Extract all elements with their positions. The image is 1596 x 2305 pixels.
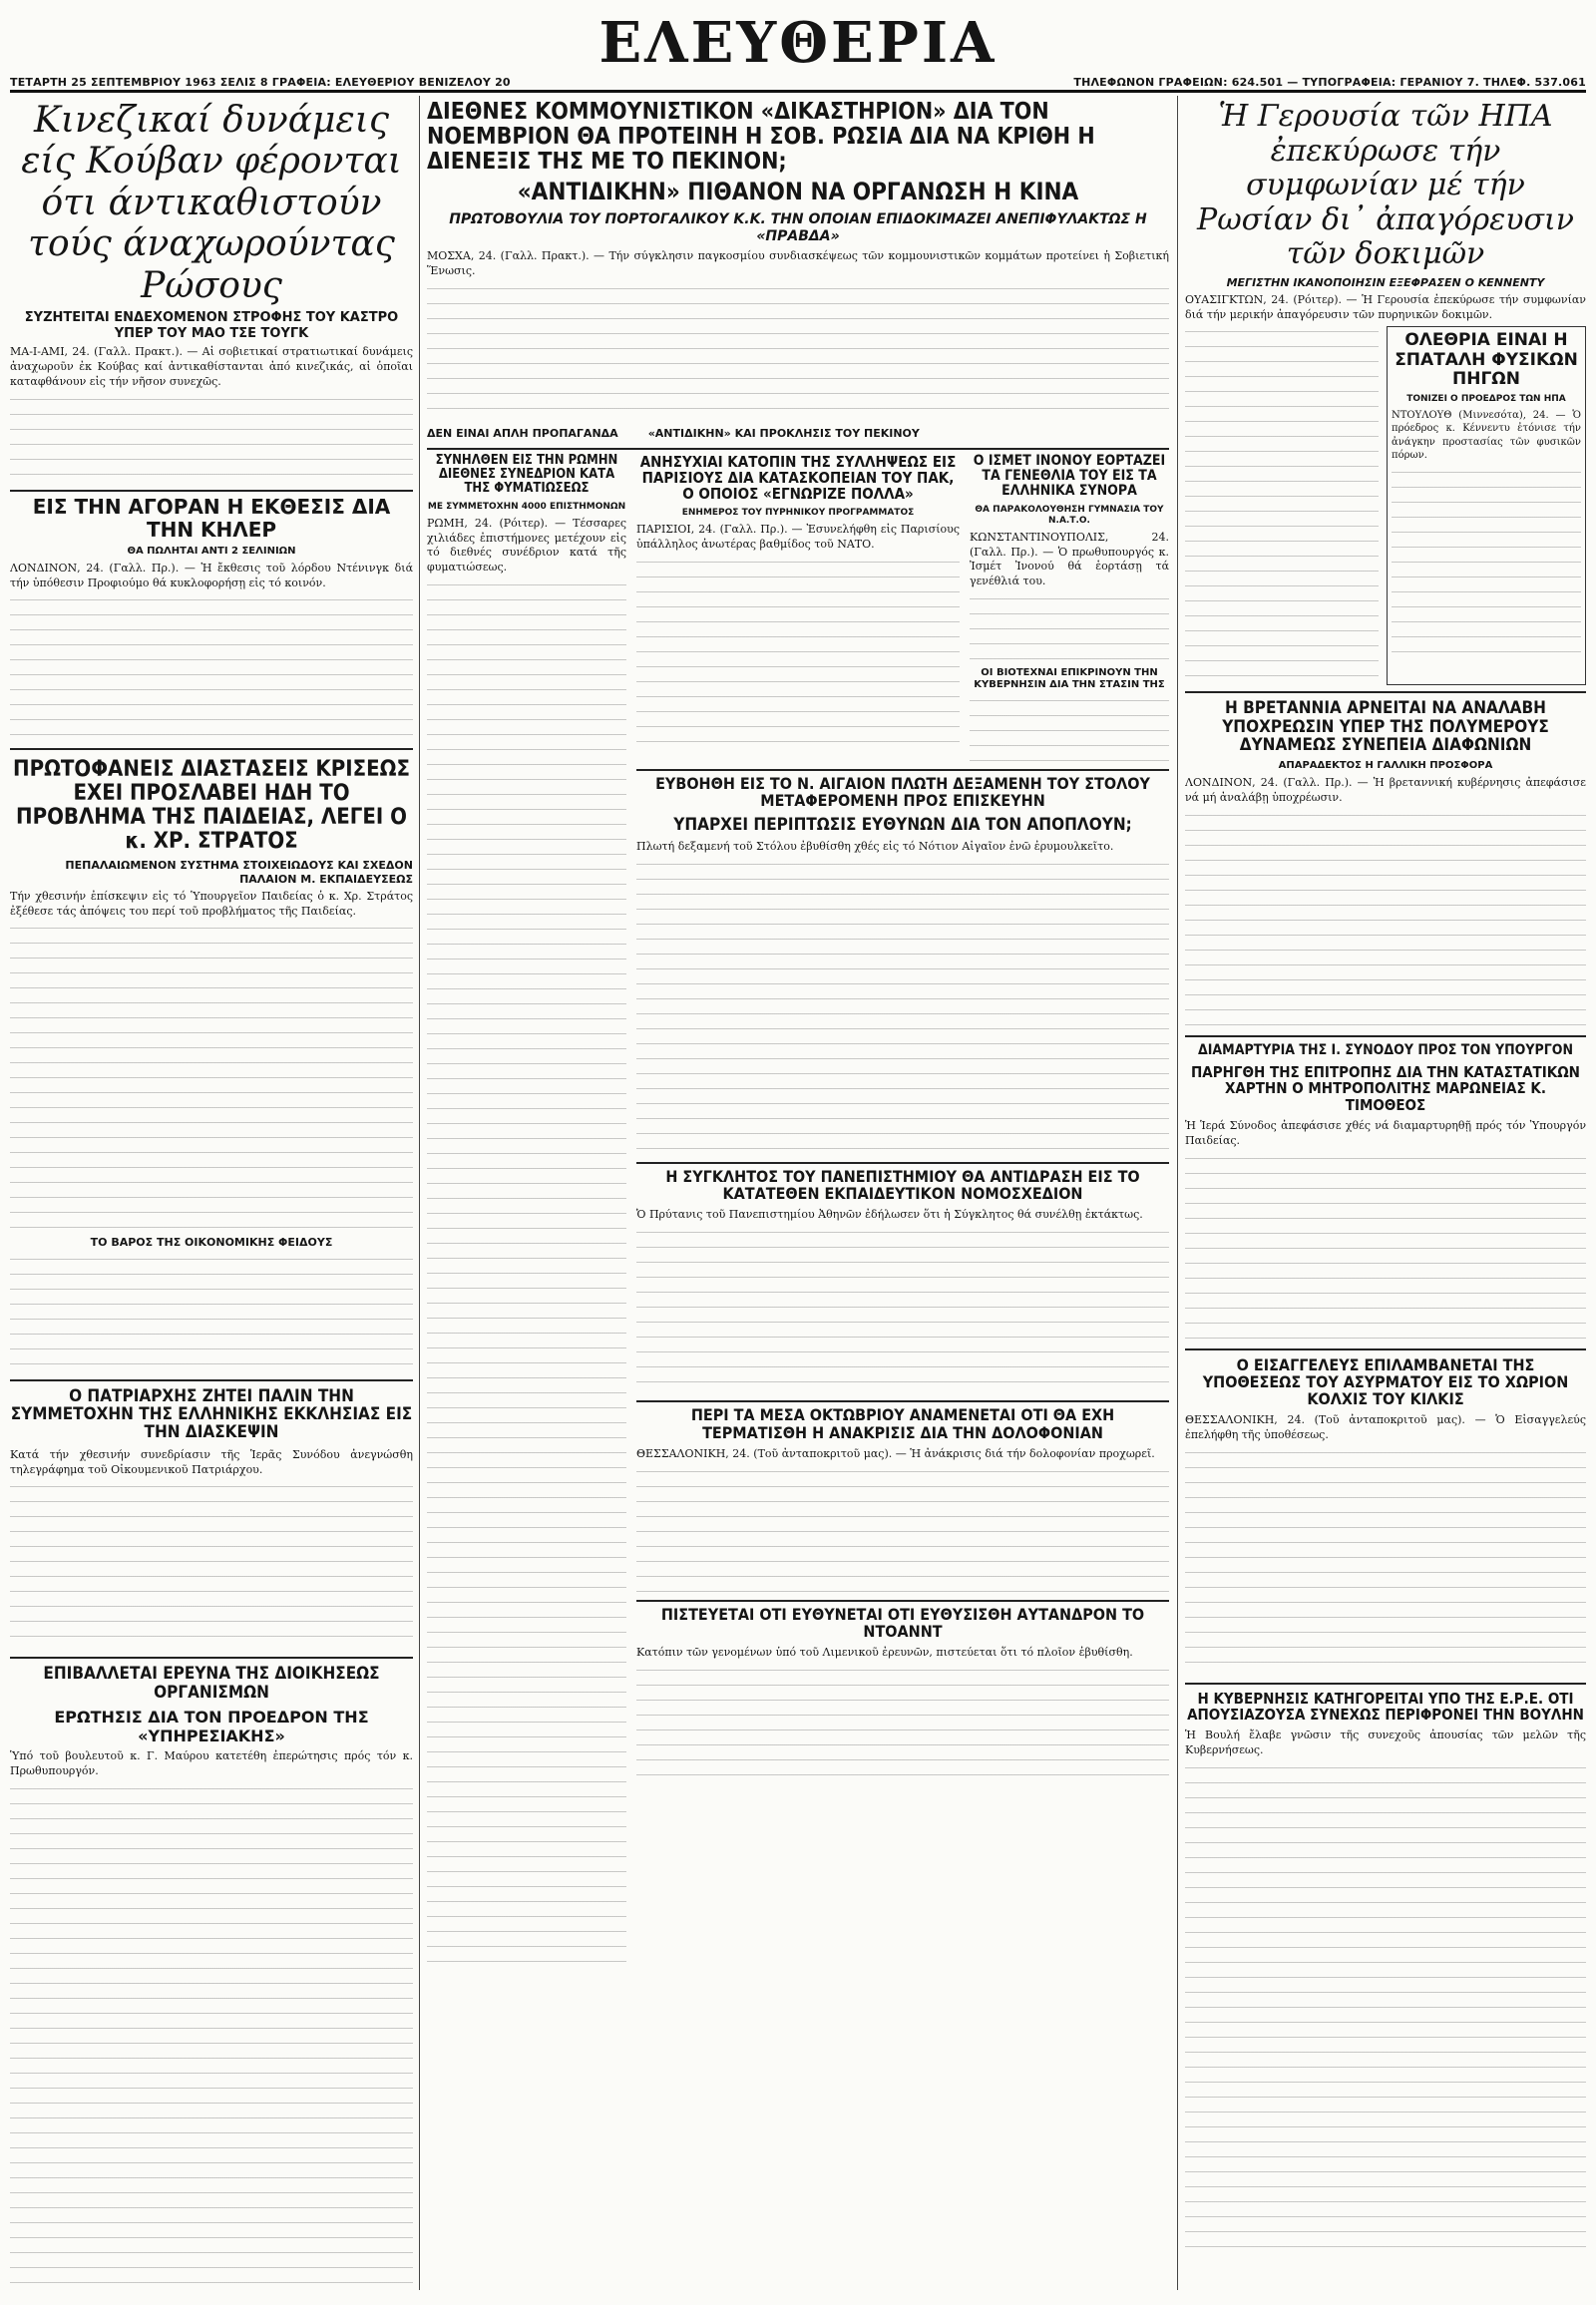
- section-rule: [1185, 1035, 1586, 1037]
- ere-headline: Η ΚΥΒΕΡΝΗΣΙΣ ΚΑΤΗΓΟΡΕΙΤΑΙ ΥΠΟ ΤΗΣ Ε.Ρ.Ε. ΟΤΙ ΑΠΟΥΣΙΑΖΟΥΣΑ ΣΥΝΕΧΩΣ ΠΕΡΙΦΡΟΝΕΙ ΤΗΝ ΒΟΥΛΗΝ: [1187, 1689, 1584, 1725]
- inonu-headline: Ο ΙΣΜΕΤ ΙΝΟΝΟΥ ΕΟΡΤΑΖΕΙ ΤΑ ΓΕΝΕΘΛΙΑ ΤΟΥ ΕΙΣ ΤΑ ΕΛΛΗΝΙΚΑ ΣΥΝΟΡΑ: [973, 452, 1166, 500]
- dock-subheadline: ΥΠΑΡΧΕΙ ΠΕΡΙΠΤΩΣΙΣ ΕΥΘΥΝΩΝ ΔΙΑ ΤΟΝ ΑΠΟΠΛΟΥΝ;: [673, 814, 1132, 835]
- article-body-lines: [1185, 1447, 1586, 1677]
- lead-subheadline: ΣΥΖΗΤΕΙΤΑΙ ΕΝΔΕΧΟΜΕΝΟΝ ΣΤΡΟΦΗΣ ΤΟΥ ΚΑΣΤΡΟ ΥΠΕΡ ΤΟΥ ΜΑΟ ΤΣΕ ΤΟΥΓΚ: [24, 309, 399, 341]
- section-rule: [1185, 1348, 1586, 1350]
- article-body-lines: [1392, 467, 1581, 666]
- column-rule: [1177, 96, 1178, 2290]
- article-body-lines: [10, 1254, 413, 1373]
- britain-subheadline: ΑΠΑΡΑΔΕΚΤΟΣ Η ΓΑΛΛΙΚΗ ΠΡΟΣΦΟΡΑ: [1278, 760, 1493, 772]
- article-body-lines: [427, 579, 626, 1976]
- dock-headline: ΕΥΒΟΗΘΗ ΕΙΣ ΤΟ Ν. ΑΙΓΑΙΟΝ ΠΛΩΤΗ ΔΕΞΑΜΕΝΗ ΤΟΥ ΣΤΟΛΟΥ ΜΕΤΑΦΕΡΟΜΕΝΗ ΠΡΟΣ ΕΠΙΣΚΕΥΗΝ: [655, 774, 1150, 811]
- lead-headline: Κινεζικαί δυνάμεις είς Κούβαν φέρονται ότι άντικαθιστούν τούς άναχωρούντας Ρώσους: [21, 100, 402, 306]
- newspaper-title: ΕΛΕΥΘΕΡΙΑ: [598, 10, 998, 76]
- britain-headline: Η ΒΡΕΤΑΝΝΙΑ ΑΡΝΕΙΤΑΙ ΝΑ ΑΝΑΛΑΒΗ ΥΠΟΧΡΕΩΣΙΝ ΥΠΕΡ ΤΗΣ ΠΟΛΥΜΕΡΟΥΣ ΔΥΝΑΜΕΩΣ ΣΥΝΕΠΕΙΑ ΔΙΑΦΩΝΙΩΝ: [1222, 698, 1549, 756]
- spy-headline: ΑΝΗΣΥΧΙΑΙ ΚΑΤΟΠΙΝ ΤΗΣ ΣΥΛΛΗΨΕΩΣ ΕΙΣ ΠΑΡΙΣΙΟΥΣ ΔΙΑ ΚΑΤΑΣΚΟΠΕΙΑΝ ΤΟΥ ΠΑΚ, Ο ΟΠΟΙΟΣ «ΕΓΝΩΡΙΖΕ ΠΟΛΛΑ»: [639, 452, 957, 504]
- article-body-lines: [636, 557, 960, 756]
- tb-congress-text: ΡΩΜΗ, 24. (Ρόιτερ). — Τέσσαρες χιλιάδες ἐπιστήμονες μετέχουν εἰς τό διεθνές συνέδριον κατά τῆς φυματιώσεως.: [427, 516, 626, 575]
- education-text: Τήν χθεσινήν ἐπίσκεψιν εἰς τό Ὑπουργεῖον Παιδείας ὁ κ. Χρ. Στράτος ἐξέθεσε τάς ἀπόψεις του περί τοῦ προβλήματος τῆς Παιδείας.: [10, 889, 413, 918]
- left-column: [10, 100, 413, 2294]
- lead-article-text: ΜΑ-Ι-ΑΜΙ, 24. (Γαλλ. Πρακτ.). — Αἱ σοβιετικαί στρατιωτικαί δυνάμεις ἀναχωροῦν ἐκ Κούβας καί ἀντικαθίστανται ἀπό κινεζικάς, αἱ ὁποῖαι καταφθάνουν εἰς τήν νῆσον συνεχῶς.: [10, 345, 413, 388]
- section-rule: [636, 1600, 1169, 1602]
- education-headline: ΠΡΩΤΟΦΑΝΕΙΣ ΔΙΑΣΤΑΣΕΙΣ ΚΡΙΣΕΩΣ ΕΧΕΙ ΠΡΟΣΛΑΒΕΙ ΗΔΗ ΤΟ ΠΡΟΒΛΗΜΑ ΤΗΣ ΠΑΙΔΕΙΑΣ, ΛΕΓΕΙ Ο κ. ΧΡ. ΣΤΡΑΤΟΣ: [13, 757, 410, 854]
- senate-headline: Η ΣΥΓΚΛΗΤΟΣ ΤΟΥ ΠΑΝΕΠΙΣΤΗΜΙΟΥ ΘΑ ΑΝΤΙΔΡΑΣΗ ΕΙΣ ΤΟ ΚΑΤΑΤΕΘΕΝ ΕΚΠΑΙΔΕΥΤΙΚΟΝ ΝΟΜΟΣΧΕΔΙΟΝ: [665, 1166, 1140, 1204]
- synod-subheadline: ΠΑΡΗΓΘΗ ΤΗΣ ΕΠΙΤΡΟΠΗΣ ΔΙΑ ΤΗΝ ΚΑΤΑΣΤΑΤΙΚΩΝ ΧΑΡΤΗΝ Ο ΜΗΤΡΟΠΟΛΙΤΗΣ ΜΑΡΩΝΕΙΑΣ Κ. ΤΙΜΟΘΕΟΣ: [1191, 1063, 1580, 1114]
- masthead: [10, 8, 1586, 93]
- section-rule: [636, 1162, 1169, 1164]
- inonu-subheadline: ΘΑ ΠΑΡΑΚΟΛΟΥΘΗΣΗ ΓΥΜΝΑΣΙΑ ΤΟΥ Ν.Α.Τ.Ο.: [975, 505, 1164, 526]
- prosecutor-text: ΘΕΣΣΑΛΟΝΙΚΗ, 24. (Τοῦ ἀνταποκριτοῦ μας). — Ὁ Εἰσαγγελεύς ἐπελήφθη τῆς ὑποθέσεως.: [1185, 1413, 1586, 1442]
- article-body-lines: [10, 1783, 413, 2294]
- article-body-lines: [636, 1665, 1169, 1784]
- tb-congress-headline: ΣΥΝΗΛΘΕΝ ΕΙΣ ΤΗΝ ΡΩΜΗΝ ΔΙΕΘΝΕΣ ΣΥΝΕΔΡΙΟΝ ΚΑΤΑ ΤΗΣ ΦΥΜΑΤΙΩΣΕΩΣ: [435, 452, 618, 496]
- senate-treaty-text: ΟΥΑΣΙΓΚΤΩΝ, 24. (Ρόιτερ). — Ἡ Γερουσία ἐπεκύρωσε τήν συμφωνίαν διά τήν μερικήν ἀπαγόρευσιν τῶν πυρηνικῶν δοκιμῶν.: [1185, 292, 1586, 321]
- ship-text: Κατόπιν τῶν γενομένων ὑπό τοῦ Λιμενικοῦ ἐρευνῶν, πιστεύεται ὅτι τό πλοῖον ἐβυθίσθη.: [636, 1646, 1133, 1660]
- inquiry-subheadline: ΕΡΩΤΗΣΙΣ ΔΙΑ ΤΟΝ ΠΡΟΕΔΡΟΝ ΤΗΣ «ΥΠΗΡΕΣΙΑΚΗΣ»: [54, 1708, 369, 1746]
- center-subcolumn-2: [636, 454, 1169, 1976]
- center-column: [427, 100, 1169, 2294]
- resources-box: [1387, 326, 1586, 685]
- article-body-lines: [970, 593, 1169, 663]
- spy-text: ΠΑΡΙΣΙΟΙ, 24. (Γαλλ. Πρ.). — Ἐσυνελήφθη εἰς Παρισίους ὑπάλληλος ἀνωτέρας βαθμίδος τοῦ ΝΑΤΟ.: [636, 523, 960, 552]
- treaty-and-box: [1185, 326, 1586, 685]
- center-subcolumn-1: [427, 454, 626, 1976]
- education-subheadline: ΠΕΠΑΛΑΙΩΜΕΝΟΝ ΣΥΣΤΗΜΑ ΣΤΟΙΧΕΙΩΔΟΥΣ ΚΑΙ ΣΧΕΔΟΝ ΠΑΛΑΙΟΝ Μ. ΕΚΠΑΙΔΕΥΣΕΩΣ: [65, 859, 413, 886]
- kiler-headline: ΕΙΣ ΤΗΝ ΑΓΟΡΑΝ Η ΕΚΘΕΣΙΣ ΔΙΑ ΤΗΝ ΚΗΛΕΡ: [32, 494, 391, 542]
- banner-small-head: ΔΕΝ ΕΙΝΑΙ ΑΠΛΗ ΠΡΟΠΑΓΑΝΔΑ: [427, 426, 618, 440]
- murder-text: ΘΕΣΣΑΛΟΝΙΚΗ, 24. (Τοῦ ἀνταποκριτοῦ μας). — Ἡ ἀνάκρισις διά τήν δολοφονίαν προχωρεῖ.: [636, 1446, 1155, 1460]
- right-column: [1185, 100, 1586, 2294]
- section-rule: [1185, 691, 1586, 693]
- murder-headline: ΠΕΡΙ ΤΑ ΜΕΣΑ ΟΚΤΩΒΡΙΟΥ ΑΝΑΜΕΝΕΤΑΙ ΟΤΙ ΘΑ ΕΧΗ ΤΕΡΜΑΤΙΣΘΗ Η ΑΝΑΚΡΙΣΙΣ ΔΙΑ ΤΗΝ ΔΟΛΟΦΟΝΙΑΝ: [690, 1405, 1115, 1442]
- inonu-story: [970, 454, 1169, 765]
- spy-and-inonu: [636, 454, 1169, 765]
- section-rule: [636, 769, 1169, 771]
- masthead-phone-line: ΤΗΛΕΦΩΝΟΝ ΓΡΑΦΕΙΩΝ: 624.501 — ΤΥΠΟΓΡΑΦΕΙΑ: ΓΕΡΑΝΙΟΥ 7. ΤΗΛΕΦ. 537.061: [1073, 76, 1586, 89]
- main-banner-headline: ΔΙΕΘΝΕΣ ΚΟΜΜΟΥΝΙΣΤΙΚΟΝ «ΔΙΚΑΣΤΗΡΙΟΝ» ΔΙΑ ΤΟΝ ΝΟΕΜΒΡΙΟΝ ΘΑ ΠΡΟΤΕΙΝΗ Η ΣΟΒ. ΡΩΣΙΑ ΔΙΑ ΝΑ ΚΡΙΘΗ Η ΔΙΕΝΕΞΙΣ ΤΗΣ ΜΕ ΤΟ ΠΕΚΙΝΟΝ;: [427, 100, 1095, 175]
- tb-congress-subheadline: ΜΕ ΣΥΜΜΕΤΟΧΗΝ 4000 ΕΠΙΣΤΗΜΟΝΩΝ: [427, 501, 626, 512]
- banner-midhead: «ΑΝΤΙΔΙΚΗΝ» ΚΑΙ ΠΡΟΚΛΗΣΙΣ ΤΟΥ ΠΕΚΙΝΟΥ: [647, 426, 920, 440]
- resources-subheadline: ΤΟΝΙΖΕΙ Ο ΠΡΟΕΔΡΟΣ ΤΩΝ ΗΠΑ: [1406, 394, 1566, 405]
- kiler-subheadline: ΘΑ ΠΩΛΗΤΑΙ ΑΝΤΙ 2 ΣΕΛΙΝΙΩΝ: [127, 545, 296, 557]
- patriarch-headline: Ο ΠΑΤΡΙΑΡΧΗΣ ΖΗΤΕΙ ΠΑΛΙΝ ΤΗΝ ΣΥΜΜΕΤΟΧΗΝ ΤΗΣ ΕΛΛΗΝΙΚΗΣ ΕΚΚΛΗΣΙΑΣ ΕΙΣ ΤΗΝ ΔΙΑΣΚΕΨΙΝ: [10, 1385, 413, 1443]
- section-rule: [427, 448, 1169, 450]
- article-body-lines: [427, 283, 1169, 423]
- inquiry-text: Ὑπό τοῦ βουλευτοῦ κ. Γ. Μαύρου κατετέθη ἐπερώτησις πρός τόν κ. Πρωθυπουργόν.: [10, 1749, 413, 1778]
- section-rule: [10, 1379, 413, 1381]
- kiler-text: ΛΟΝΔΙΝΟΝ, 24. (Γαλλ. Πρ.). — Ἡ ἔκθεσις τοῦ λόρδου Ντένινγκ διά τήν ὑπόθεσιν Προφιούμο θά κυκλοφορήσῃ εἰς τό κοινόν.: [10, 561, 413, 589]
- section-rule: [1185, 1683, 1586, 1685]
- banner-midheads: [427, 423, 1169, 444]
- ere-text: Ἡ Βουλή ἔλαβε γνῶσιν τῆς συνεχοῦς ἀπουσίας τῶν μελῶν τῆς Κυβερνήσεως.: [1185, 1729, 1586, 1757]
- main-banner-secondary: «ΑΝΤΙΔΙΚΗΝ» ΠΙΘΑΝΟΝ ΝΑ ΟΡΓΑΝΩΣΗ Η ΚΙΝΑ: [517, 178, 1079, 206]
- article-body-lines: [636, 859, 1169, 1158]
- spy-subheadline: ΕΝΗΜΕΡΟΣ ΤΟΥ ΠΥΡΗΝΙΚΟΥ ΠΡΟΓΡΑΜΜΑΤΟΣ: [681, 508, 915, 519]
- article-body-lines: [1185, 326, 1379, 685]
- article-body-lines: [10, 594, 413, 744]
- article-body-lines: [10, 923, 413, 1232]
- prosecutor-headline: Ο ΕΙΣΑΓΓΕΛΕΥΣ ΕΠΙΛΑΜΒΑΝΕΤΑΙ ΤΗΣ ΥΠΟΘΕΣΕΩΣ ΤΟΥ ΑΣΥΡΜΑΤΟΥ ΕΙΣ ΤΟ ΧΩΡΙΟΝ ΚΟΛΧΙΣ ΤΟΥ ΚΙΛΚΙΣ: [1202, 1354, 1569, 1409]
- article-body-lines: [1185, 810, 1586, 1029]
- britain-text: ΛΟΝΔΙΝΟΝ, 24. (Γαλλ. Πρ.). — Ἡ βρεταννική κυβέρνησις ἀπεφάσισε νά μή ἀναλάβῃ ὑποχρέωσιν.: [1185, 776, 1586, 805]
- resources-headline: ΟΛΕΘΡΙΑ ΕΙΝΑΙ Η ΣΠΑΤΑΛΗ ΦΥΣΙΚΩΝ ΠΗΓΩΝ: [1395, 330, 1578, 390]
- center-lower: [427, 454, 1169, 1976]
- article-body-lines: [636, 1466, 1169, 1596]
- article-body-lines: [970, 695, 1169, 765]
- main-banner-text: ΜΟΣΧΑ, 24. (Γαλλ. Πρακτ.). — Τήν σύγκλησιν παγκοσμίου συνδιασκέψεως τῶν κομμουνιστικῶν κομμάτων προτείνει ἡ Σοβιετική Ἕνωσις.: [427, 248, 1169, 277]
- inonu-text: ΚΩΝΣΤΑΝΤΙΝΟΥΠΟΛΙΣ, 24. (Γαλλ. Πρ.). — Ὁ πρωθυπουργός κ. Ἰσμέτ Ἰνονού θά ἑορτάσῃ τά γενέθλιά του.: [970, 530, 1169, 588]
- craftsmen-headline: ΟΙ ΒΙΟΤΕΧΝΑΙ ΕΠΙΚΡΙΝΟΥΝ ΤΗΝ ΚΥΒΕΡΝΗΣΙΝ ΔΙΑ ΤΗΝ ΣΤΑΣΙΝ ΤΗΣ: [974, 667, 1165, 691]
- spy-story: [636, 454, 960, 765]
- senate-text: Ὁ Πρύτανις τοῦ Πανεπιστημίου Ἀθηνῶν ἐδήλωσεν ὅτι ἡ Σύγκλητος θά συνέλθῃ ἐκτάκτως.: [636, 1208, 1143, 1222]
- article-body-lines: [10, 1481, 413, 1651]
- dock-text: Πλωτή δεξαμενή τοῦ Στόλου ἐβυθίσθη χθές εἰς τό Νότιον Αἰγαῖον ἐνῶ ἐρυμουλκεῖτο.: [636, 840, 1114, 854]
- column-rule: [419, 96, 420, 2290]
- masthead-date-line: ΤΕΤΑΡΤΗ 25 ΣΕΠΤΕΜΒΡΙΟΥ 1963 ΣΕΛΙΣ 8 ΓΡΑΦΕΙΑ: ΕΛΕΥΘΕΡΙΟΥ ΒΕΝΙΖΕΛΟΥ 20: [10, 76, 511, 89]
- synod-headline: ΔΙΑΜΑΡΤΥΡΙΑ ΤΗΣ Ι. ΣΥΝΟΔΟΥ ΠΡΟΣ ΤΟΝ ΥΠΟΥΡΓΟΝ: [1197, 1042, 1573, 1059]
- kiler-box: [10, 490, 413, 751]
- article-body-lines: [1185, 1153, 1586, 1343]
- article-body-lines: [1185, 1762, 1586, 2261]
- senate-treaty-subheadline: ΜΕΓΙΣΤΗΝ ΙΚΑΝΟΠΟΙΗΣΙΝ ΕΞΕΦΡΑΣΕΝ Ο ΚΕΝΝΕΝΤΥ: [1226, 275, 1545, 289]
- senate-treaty-headline: Ἡ Γερουσία τῶν ΗΠΑ ἐπεκύρωσε τήν συμφωνίαν μέ τήν Ρωσίαν δι᾽ ἀπαγόρευσιν τῶν δοκιμῶν: [1197, 100, 1574, 271]
- section-rule: [10, 1657, 413, 1659]
- patriarch-text: Κατά τήν χθεσινήν συνεδρίασιν τῆς Ἱερᾶς Συνόδου ἀνεγνώσθη τηλεγράφημα τοῦ Οἰκουμενικοῦ Πατριάρχου.: [10, 1447, 413, 1476]
- section-rule: [636, 1400, 1169, 1402]
- inquiry-headline: ΕΠΙΒΑΛΛΕΤΑΙ ΕΡΕΥΝΑ ΤΗΣ ΔΙΟΙΚΗΣΕΩΣ ΟΡΓΑΝΙΣΜΩΝ: [43, 1664, 380, 1703]
- education-midhead: ΤΟ ΒΑΡΟΣ ΤΗΣ ΟΙΚΟΝΟΜΙΚΗΣ ΦΕΙΔΟΥΣ: [90, 1236, 333, 1250]
- treaty-text-column: [1185, 326, 1379, 685]
- article-body-lines: [636, 1227, 1169, 1396]
- synod-text: Ἡ Ἱερά Σύνοδος ἀπεφάσισε χθές νά διαμαρτυρηθῇ πρός τόν Ὑπουργόν Παιδείας.: [1185, 1118, 1586, 1147]
- ship-headline: ΠΙΣΤΕΥΕΤΑΙ ΟΤΙ ΕΥΘΥΝΕΤΑΙ ΟΤΙ ΕΥΘΥΣΙΣΘΗ ΑΥΤΑΝΔΡΟΝ ΤΟ ΝΤΟΑΝΝΤ: [660, 1604, 1145, 1641]
- main-banner-subheadline: ΠΡΩΤΟΒΟΥΛΙΑ ΤΟΥ ΠΟΡΤΟΓΑΛΙΚΟΥ Κ.Κ. ΤΗΝ ΟΠΟΙΑΝ ΕΠΙΔΟΚΙΜΑΖΕΙ ΑΝΕΠΙΦΥΛΑΚΤΩΣ Η «ΠΡΑΒΔΑ»: [449, 211, 1147, 245]
- resources-text: ΝΤΟΥΛΟΥΘ (Μιννεσότα), 24. — Ὁ πρόεδρος κ. Κέννεντυ ἐτόνισε τήν ἀνάγκην προστασίας τῶν φυσικῶν πόρων.: [1392, 409, 1581, 462]
- article-body-lines: [10, 394, 413, 484]
